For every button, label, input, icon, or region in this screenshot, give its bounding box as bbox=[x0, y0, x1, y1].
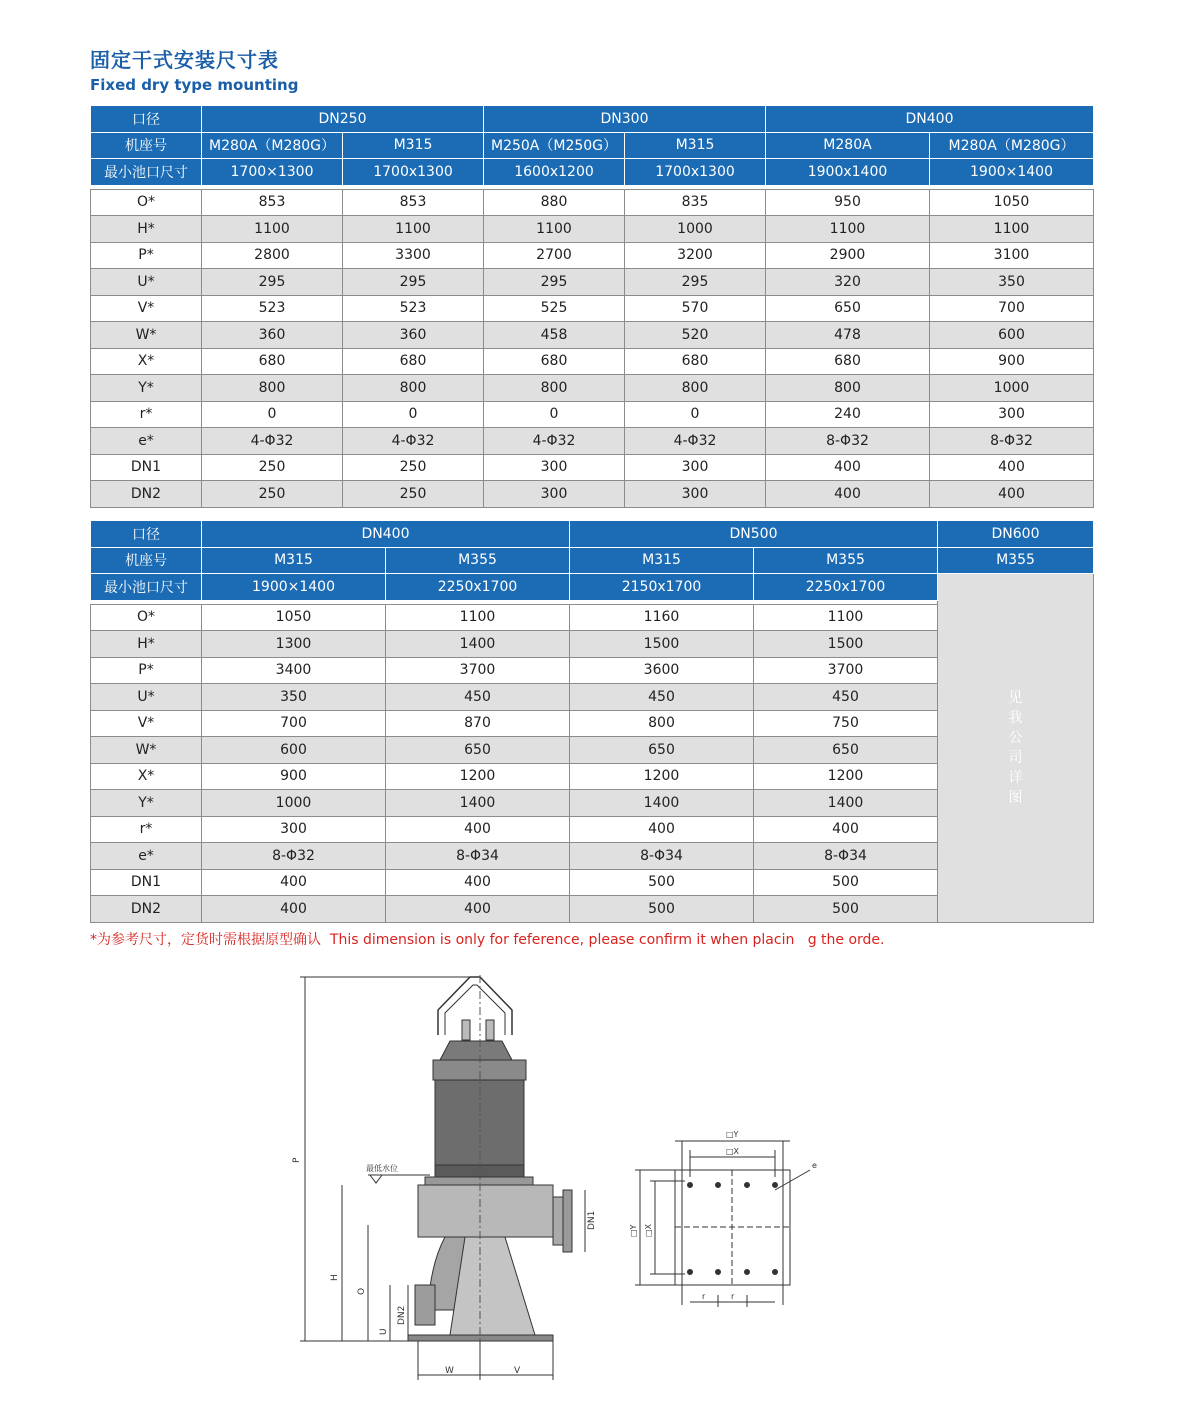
caliber-label: 口径 bbox=[91, 521, 202, 548]
table-cell: 4-Φ32 bbox=[343, 428, 484, 455]
caliber-header: DN600 bbox=[938, 521, 1094, 548]
row-label: X* bbox=[91, 348, 202, 375]
caliber-label: 口径 bbox=[91, 106, 202, 133]
table-cell: 1500 bbox=[570, 631, 754, 658]
dim-label-w: W bbox=[445, 1366, 454, 1376]
table-cell: 360 bbox=[343, 322, 484, 349]
table-cell: 450 bbox=[570, 684, 754, 711]
table-cell: 300 bbox=[625, 454, 766, 481]
table-cell: 350 bbox=[930, 269, 1094, 296]
table-row bbox=[91, 375, 1094, 402]
water-level-label: 最低水位 bbox=[366, 1164, 398, 1173]
table-cell: 500 bbox=[570, 896, 754, 923]
table-cell: 3400 bbox=[202, 657, 386, 684]
table-cell: 800 bbox=[343, 375, 484, 402]
table-cell: 680 bbox=[202, 348, 343, 375]
table-cell: 900 bbox=[930, 348, 1094, 375]
table-row bbox=[91, 481, 1094, 508]
table-cell: 1050 bbox=[202, 604, 386, 631]
table-cell: 700 bbox=[930, 295, 1094, 322]
installation-drawing bbox=[290, 965, 850, 1390]
table-cell: 1400 bbox=[570, 790, 754, 817]
table-cell: 458 bbox=[484, 322, 625, 349]
table-cell: 360 bbox=[202, 322, 343, 349]
row-label: X* bbox=[91, 763, 202, 790]
table-cell: 400 bbox=[930, 454, 1094, 481]
table-row bbox=[91, 216, 1094, 243]
see-detail-text: 见我公司详图 bbox=[1008, 689, 1023, 806]
plan-label-x-side: □X bbox=[644, 1223, 653, 1237]
base-label: 机座号 bbox=[91, 547, 202, 574]
table-cell: 800 bbox=[625, 375, 766, 402]
base-label: 机座号 bbox=[91, 132, 202, 159]
dim-label-v: V bbox=[514, 1366, 521, 1376]
row-label: r* bbox=[91, 401, 202, 428]
table-cell: 1100 bbox=[202, 216, 343, 243]
table-cell: 320 bbox=[766, 269, 930, 296]
table-cell: 400 bbox=[386, 896, 570, 923]
row-label: DN1 bbox=[91, 869, 202, 896]
table-cell: 0 bbox=[484, 401, 625, 428]
base-header: M280A（M280G） bbox=[202, 132, 343, 159]
pit-size: 1900x1400 bbox=[766, 159, 930, 186]
table-cell: 295 bbox=[484, 269, 625, 296]
table-cell: 1200 bbox=[570, 763, 754, 790]
table-cell: 1200 bbox=[754, 763, 938, 790]
dim-label-u: U bbox=[379, 1328, 389, 1335]
table-cell: 450 bbox=[386, 684, 570, 711]
table-cell: 523 bbox=[343, 295, 484, 322]
row-label: W* bbox=[91, 322, 202, 349]
row-label: V* bbox=[91, 295, 202, 322]
table-cell: 500 bbox=[754, 869, 938, 896]
table-cell: 300 bbox=[202, 816, 386, 843]
plan-label-e: e bbox=[812, 1161, 817, 1170]
table-cell: 800 bbox=[202, 375, 343, 402]
table-cell: 600 bbox=[930, 322, 1094, 349]
table-cell: 1100 bbox=[343, 216, 484, 243]
base-row bbox=[91, 132, 1094, 159]
row-label: U* bbox=[91, 269, 202, 296]
table-cell: 3300 bbox=[343, 242, 484, 269]
table-cell: 525 bbox=[484, 295, 625, 322]
pit-size: 2250x1700 bbox=[386, 574, 570, 601]
table-cell: 240 bbox=[766, 401, 930, 428]
table-cell: 400 bbox=[766, 454, 930, 481]
table-cell: 1400 bbox=[386, 631, 570, 658]
caliber-header: DN400 bbox=[202, 521, 570, 548]
page-title-cn: 固定干式安装尺寸表 bbox=[90, 48, 279, 72]
pit-label: 最小池口尺寸 bbox=[91, 159, 202, 186]
row-label: O* bbox=[91, 604, 202, 631]
table-cell: 3600 bbox=[570, 657, 754, 684]
pit-size: 2250x1700 bbox=[754, 574, 938, 601]
plan-label-y-side: □Y bbox=[629, 1224, 638, 1237]
table-cell: 400 bbox=[930, 481, 1094, 508]
table-row bbox=[91, 454, 1094, 481]
row-label: DN2 bbox=[91, 896, 202, 923]
table-cell: 900 bbox=[202, 763, 386, 790]
row-label: Y* bbox=[91, 790, 202, 817]
dimension-table-2 bbox=[90, 520, 1094, 923]
table-cell: 680 bbox=[484, 348, 625, 375]
table-cell: 8-Φ32 bbox=[202, 843, 386, 870]
caliber-header: DN400 bbox=[766, 106, 1094, 133]
table-cell: 1100 bbox=[754, 604, 938, 631]
pit-size: 1700x1300 bbox=[343, 159, 484, 186]
table-cell: 400 bbox=[202, 869, 386, 896]
table-cell: 870 bbox=[386, 710, 570, 737]
table-cell: 2700 bbox=[484, 242, 625, 269]
table-cell: 400 bbox=[754, 816, 938, 843]
table-cell: 1000 bbox=[930, 375, 1094, 402]
table-cell: 1000 bbox=[625, 216, 766, 243]
page-title-en: Fixed dry type mounting bbox=[90, 76, 299, 94]
table-row bbox=[91, 189, 1094, 216]
table-cell: 400 bbox=[570, 816, 754, 843]
table-cell: 800 bbox=[766, 375, 930, 402]
table-cell: 400 bbox=[766, 481, 930, 508]
row-label: DN2 bbox=[91, 481, 202, 508]
table-cell: 880 bbox=[484, 189, 625, 216]
row-label: e* bbox=[91, 428, 202, 455]
table-cell: 1300 bbox=[202, 631, 386, 658]
table-cell: 300 bbox=[484, 454, 625, 481]
base-header: M280A（M280G） bbox=[930, 132, 1094, 159]
table-cell: 8-Φ34 bbox=[386, 843, 570, 870]
base-header: M355 bbox=[754, 547, 938, 574]
table-cell: 8-Φ32 bbox=[930, 428, 1094, 455]
pit-size: 1700x1300 bbox=[625, 159, 766, 186]
table-cell: 853 bbox=[202, 189, 343, 216]
row-label: P* bbox=[91, 657, 202, 684]
table-cell: 250 bbox=[202, 481, 343, 508]
table-cell: 1100 bbox=[484, 216, 625, 243]
table-cell: 1400 bbox=[754, 790, 938, 817]
table-cell: 295 bbox=[625, 269, 766, 296]
table-cell: 700 bbox=[202, 710, 386, 737]
table-cell: 250 bbox=[202, 454, 343, 481]
pit-size: 1600x1200 bbox=[484, 159, 625, 186]
plan-label-x: □X bbox=[726, 1147, 740, 1156]
table-cell: 250 bbox=[343, 481, 484, 508]
table-cell: 4-Φ32 bbox=[202, 428, 343, 455]
pit-row bbox=[91, 159, 1094, 186]
table-cell: 250 bbox=[343, 454, 484, 481]
row-label: Y* bbox=[91, 375, 202, 402]
table-cell: 853 bbox=[343, 189, 484, 216]
base-header: M250A（M250G） bbox=[484, 132, 625, 159]
dim-label-p: P bbox=[292, 1157, 302, 1163]
table-cell: 300 bbox=[930, 401, 1094, 428]
table-cell: 1160 bbox=[570, 604, 754, 631]
base-header: M315 bbox=[570, 547, 754, 574]
table-cell: 680 bbox=[625, 348, 766, 375]
table-cell: 3200 bbox=[625, 242, 766, 269]
table-cell: 400 bbox=[386, 816, 570, 843]
row-label: e* bbox=[91, 843, 202, 870]
table-cell: 800 bbox=[570, 710, 754, 737]
table-cell: 650 bbox=[386, 737, 570, 764]
table-cell: 0 bbox=[625, 401, 766, 428]
row-label: r* bbox=[91, 816, 202, 843]
table-cell: 680 bbox=[766, 348, 930, 375]
table-cell: 750 bbox=[754, 710, 938, 737]
table-cell: 1200 bbox=[386, 763, 570, 790]
base-header: M355 bbox=[938, 547, 1094, 574]
caliber-row bbox=[91, 521, 1094, 548]
table-cell: 1100 bbox=[766, 216, 930, 243]
table-row bbox=[91, 295, 1094, 322]
table-cell: 600 bbox=[202, 737, 386, 764]
table-cell: 500 bbox=[754, 896, 938, 923]
table-row bbox=[91, 428, 1094, 455]
caliber-header: DN300 bbox=[484, 106, 766, 133]
dim-label-h: H bbox=[330, 1274, 340, 1281]
table-cell: 650 bbox=[570, 737, 754, 764]
table-cell: 300 bbox=[625, 481, 766, 508]
table-cell: 835 bbox=[625, 189, 766, 216]
table-cell: 295 bbox=[202, 269, 343, 296]
plan-label-y: □Y bbox=[726, 1130, 739, 1139]
table-cell: 650 bbox=[766, 295, 930, 322]
plan-label-r-2: r bbox=[731, 1292, 735, 1301]
table-cell: 1050 bbox=[930, 189, 1094, 216]
table-row bbox=[91, 322, 1094, 349]
table-cell: 520 bbox=[625, 322, 766, 349]
caliber-row bbox=[91, 106, 1094, 133]
table-cell: 8-Φ34 bbox=[754, 843, 938, 870]
table-cell: 570 bbox=[625, 295, 766, 322]
table-cell: 3700 bbox=[386, 657, 570, 684]
table-row bbox=[91, 242, 1094, 269]
pit-size: 1700×1300 bbox=[202, 159, 343, 186]
table-cell: 1100 bbox=[930, 216, 1094, 243]
plan-label-r-1: r bbox=[702, 1292, 706, 1301]
row-label: H* bbox=[91, 631, 202, 658]
base-header: M315 bbox=[625, 132, 766, 159]
table-cell: 1400 bbox=[386, 790, 570, 817]
table-cell: 680 bbox=[343, 348, 484, 375]
reference-note: *为参考尺寸，定货时需根据原型确认 This dimension is only for feference, please confirm it when placin g the orde. bbox=[90, 932, 885, 948]
table-cell: 1100 bbox=[386, 604, 570, 631]
table-cell: 800 bbox=[484, 375, 625, 402]
table-cell: 0 bbox=[202, 401, 343, 428]
table-cell: 950 bbox=[766, 189, 930, 216]
table-cell: 0 bbox=[343, 401, 484, 428]
row-label: O* bbox=[91, 189, 202, 216]
base-header: M280A bbox=[766, 132, 930, 159]
table-cell: 400 bbox=[202, 896, 386, 923]
row-label: V* bbox=[91, 710, 202, 737]
table-cell: 2800 bbox=[202, 242, 343, 269]
caliber-header: DN250 bbox=[202, 106, 484, 133]
table-cell: 478 bbox=[766, 322, 930, 349]
table-cell: 300 bbox=[484, 481, 625, 508]
base-row bbox=[91, 547, 1094, 574]
pit-row bbox=[91, 574, 1094, 601]
table-cell: 650 bbox=[754, 737, 938, 764]
dim-label-o: O bbox=[357, 1287, 367, 1295]
table-cell: 2900 bbox=[766, 242, 930, 269]
pit-size: 2150x1700 bbox=[570, 574, 754, 601]
table-cell: 3100 bbox=[930, 242, 1094, 269]
row-label: P* bbox=[91, 242, 202, 269]
table-cell: 3700 bbox=[754, 657, 938, 684]
table-cell: 400 bbox=[386, 869, 570, 896]
table-cell: 295 bbox=[343, 269, 484, 296]
table-cell: 450 bbox=[754, 684, 938, 711]
pit-size: 1900×1400 bbox=[930, 159, 1094, 186]
table-cell: 4-Φ32 bbox=[625, 428, 766, 455]
row-label: H* bbox=[91, 216, 202, 243]
row-label: U* bbox=[91, 684, 202, 711]
table-cell: 523 bbox=[202, 295, 343, 322]
dim-label-dn2: DN2 bbox=[397, 1305, 407, 1325]
base-header: M315 bbox=[343, 132, 484, 159]
table-cell: 1500 bbox=[754, 631, 938, 658]
table-row bbox=[91, 348, 1094, 375]
see-detail-cell bbox=[938, 574, 1094, 923]
row-label: W* bbox=[91, 737, 202, 764]
caliber-header: DN500 bbox=[570, 521, 938, 548]
pit-label: 最小池口尺寸 bbox=[91, 574, 202, 601]
dimension-table-1 bbox=[90, 105, 1094, 508]
base-header: M315 bbox=[202, 547, 386, 574]
table-row bbox=[91, 269, 1094, 296]
table-cell: 1000 bbox=[202, 790, 386, 817]
base-header: M355 bbox=[386, 547, 570, 574]
table-cell: 8-Φ32 bbox=[766, 428, 930, 455]
row-label: DN1 bbox=[91, 454, 202, 481]
dim-label-dn1: DN1 bbox=[587, 1210, 597, 1230]
table-cell: 8-Φ34 bbox=[570, 843, 754, 870]
table-cell: 4-Φ32 bbox=[484, 428, 625, 455]
pit-size: 1900×1400 bbox=[202, 574, 386, 601]
table-cell: 350 bbox=[202, 684, 386, 711]
table-cell: 500 bbox=[570, 869, 754, 896]
table-row bbox=[91, 401, 1094, 428]
